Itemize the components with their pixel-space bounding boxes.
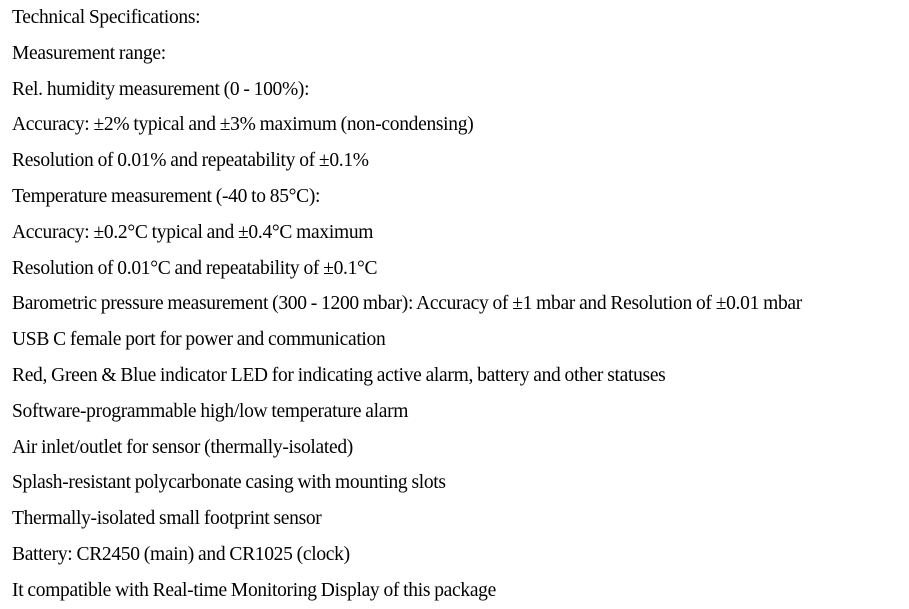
measurement-range-heading: Measurement range: xyxy=(12,42,166,64)
pressure-measurement: Barometric pressure measurement (300 - 1200 mbar): Accuracy of ±1 mbar and Resolution of ±0.01 mbar xyxy=(12,293,802,315)
temperature-resolution: Resolution of 0.01°C and repeatability of ±0.1°C xyxy=(12,257,378,279)
usb-port-feature: USB C female port for power and communication xyxy=(12,329,386,351)
air-inlet-feature: Air inlet/outlet for sensor (thermally-isolated) xyxy=(12,436,353,458)
battery-feature: Battery: CR2450 (main) and CR1025 (clock) xyxy=(12,543,350,565)
spec-heading: Technical Specifications: xyxy=(12,7,201,28)
temperature-accuracy: Accuracy: ±0.2°C typical and ±0.4°C maximum xyxy=(12,221,374,243)
casing-feature: Splash-resistant polycarbonate casing with mounting slots xyxy=(12,472,446,494)
compatibility-note: It compatible with Real-time Monitoring Display of this package xyxy=(12,579,496,601)
humidity-resolution: Resolution of 0.01% and repeatability of ±0.1% xyxy=(12,150,369,172)
led-feature: Red, Green & Blue indicator LED for indicating active alarm, battery and other statuses xyxy=(12,364,666,386)
sensor-feature: Thermally-isolated small footprint sensor xyxy=(12,508,322,530)
humidity-accuracy: Accuracy: ±2% typical and ±3% maximum (non-condensing) xyxy=(12,114,474,136)
technical-specifications-document xyxy=(12,0,907,609)
alarm-feature: Software-programmable high/low temperature alarm xyxy=(12,400,409,422)
temperature-heading: Temperature measurement (-40 to 85°C): xyxy=(12,185,321,207)
humidity-heading: Rel. humidity measurement (0 - 100%): xyxy=(12,78,310,100)
